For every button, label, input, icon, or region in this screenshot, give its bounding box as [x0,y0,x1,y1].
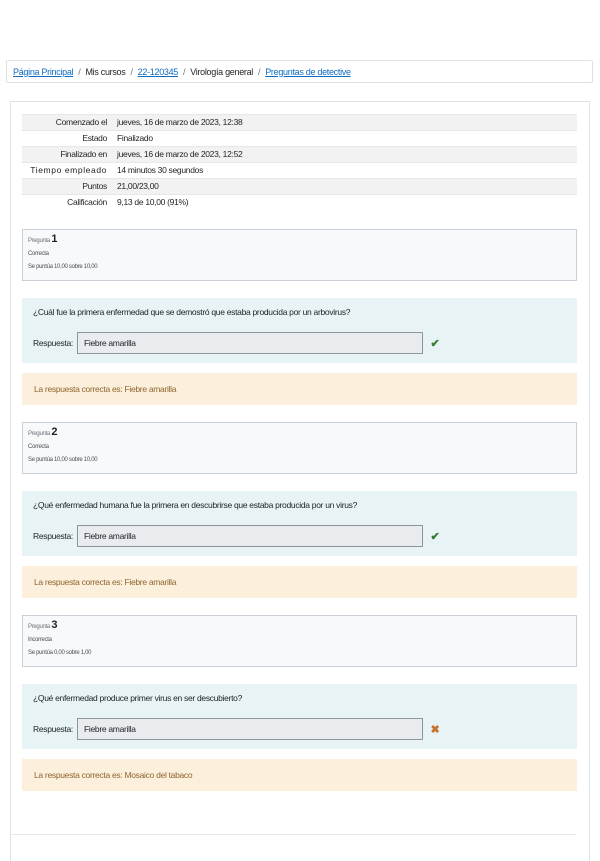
summary-row [22,179,577,195]
summary-value: jueves, 16 de marzo de 2023, 12:38 [113,115,577,131]
breadcrumb-separator: / [78,66,81,77]
bottom-divider [10,834,576,835]
breadcrumb-separator: / [183,66,186,77]
summary-row [22,115,577,131]
question-prefix: Pregunta [28,624,50,630]
breadcrumb-my-courses: Mis cursos [85,66,126,77]
question-grade: Se puntúa 10,00 sobre 10,00 [28,457,98,463]
question-state: Correcta [28,251,49,257]
question-number: 1 [51,233,58,245]
question-formulation-2 [22,491,577,556]
right-answer-feedback-2: La respuesta correcta es: Fiebre amarilla [22,566,577,598]
quiz-review-region [10,101,590,861]
question-grade: Se puntúa 0,00 sobre 1,00 [28,650,92,656]
question-info-1 [22,229,577,281]
summary-label: Tiempo empleado [22,163,113,179]
summary-value: jueves, 16 de marzo de 2023, 12:52 [113,147,577,163]
question-number: 3 [51,619,58,631]
right-answer-feedback-3: La respuesta correcta es: Mosaico del tabaco [22,759,577,791]
question-number-line [28,427,571,439]
breadcrumb-home-link[interactable]: Página Principal [13,66,74,77]
question-grade: Se puntúa 10,00 sobre 10,00 [28,264,98,270]
question-prefix: Pregunta [28,238,50,244]
question-number-line [28,234,571,246]
breadcrumb-course-link[interactable]: 22-120345 [137,66,179,77]
question-text: ¿Qué enfermedad humana fue la primera en descubrirse que estaba producida por un virus? [33,500,358,510]
summary-row [22,131,577,147]
question-text: ¿Qué enfermedad produce primer virus en ser descubierto? [33,693,243,703]
answer-input[interactable] [77,332,423,354]
incorrect-icon: ✖ [430,723,440,736]
answer-label: Respuesta: [33,531,73,541]
summary-row [22,195,577,211]
question-state: Correcta [28,444,49,450]
question-info-3 [22,615,577,667]
summary-value: 9,13 de 10,00 (91%) [113,195,577,211]
summary-value: 21,00/23,00 [113,179,577,195]
question-text: ¿Cuál fue la primera enfermedad que se demostró que estaba producida por un arbovirus? [33,307,351,317]
question-formulation-1 [22,298,577,363]
question-info-2 [22,422,577,474]
answer-label: Respuesta: [33,338,73,348]
answer-row [33,718,441,740]
correct-icon: ✔ [430,530,440,543]
summary-label: Comenzado el [22,115,113,131]
summary-label: Estado [22,131,113,147]
answer-row [33,525,441,547]
question-state: Incorrecta [28,637,52,643]
summary-label: Puntos [22,179,113,195]
answer-label: Respuesta: [33,724,73,734]
summary-value: 14 minutos 30 segundos [113,163,577,179]
summary-label: Finalizado en [22,147,113,163]
answer-input[interactable] [77,718,423,740]
summary-row [22,163,577,179]
right-answer-feedback-1: La respuesta correcta es: Fiebre amarilla [22,373,577,405]
question-number-line [28,620,571,632]
answer-row [33,332,441,354]
correct-icon: ✔ [430,337,440,350]
summary-label: Calificación [22,195,113,211]
attempt-summary-table [22,114,577,210]
breadcrumb [6,60,593,83]
breadcrumb-separator: / [130,66,133,77]
summary-value: Finalizado [113,131,577,147]
question-formulation-3 [22,684,577,749]
question-number: 2 [51,426,58,438]
breadcrumb-separator: / [258,66,261,77]
breadcrumb-quiz-link[interactable]: Preguntas de detective [265,66,351,77]
summary-row [22,147,577,163]
breadcrumb-section: Virología general [190,66,254,77]
answer-input[interactable] [77,525,423,547]
question-prefix: Pregunta [28,431,50,437]
